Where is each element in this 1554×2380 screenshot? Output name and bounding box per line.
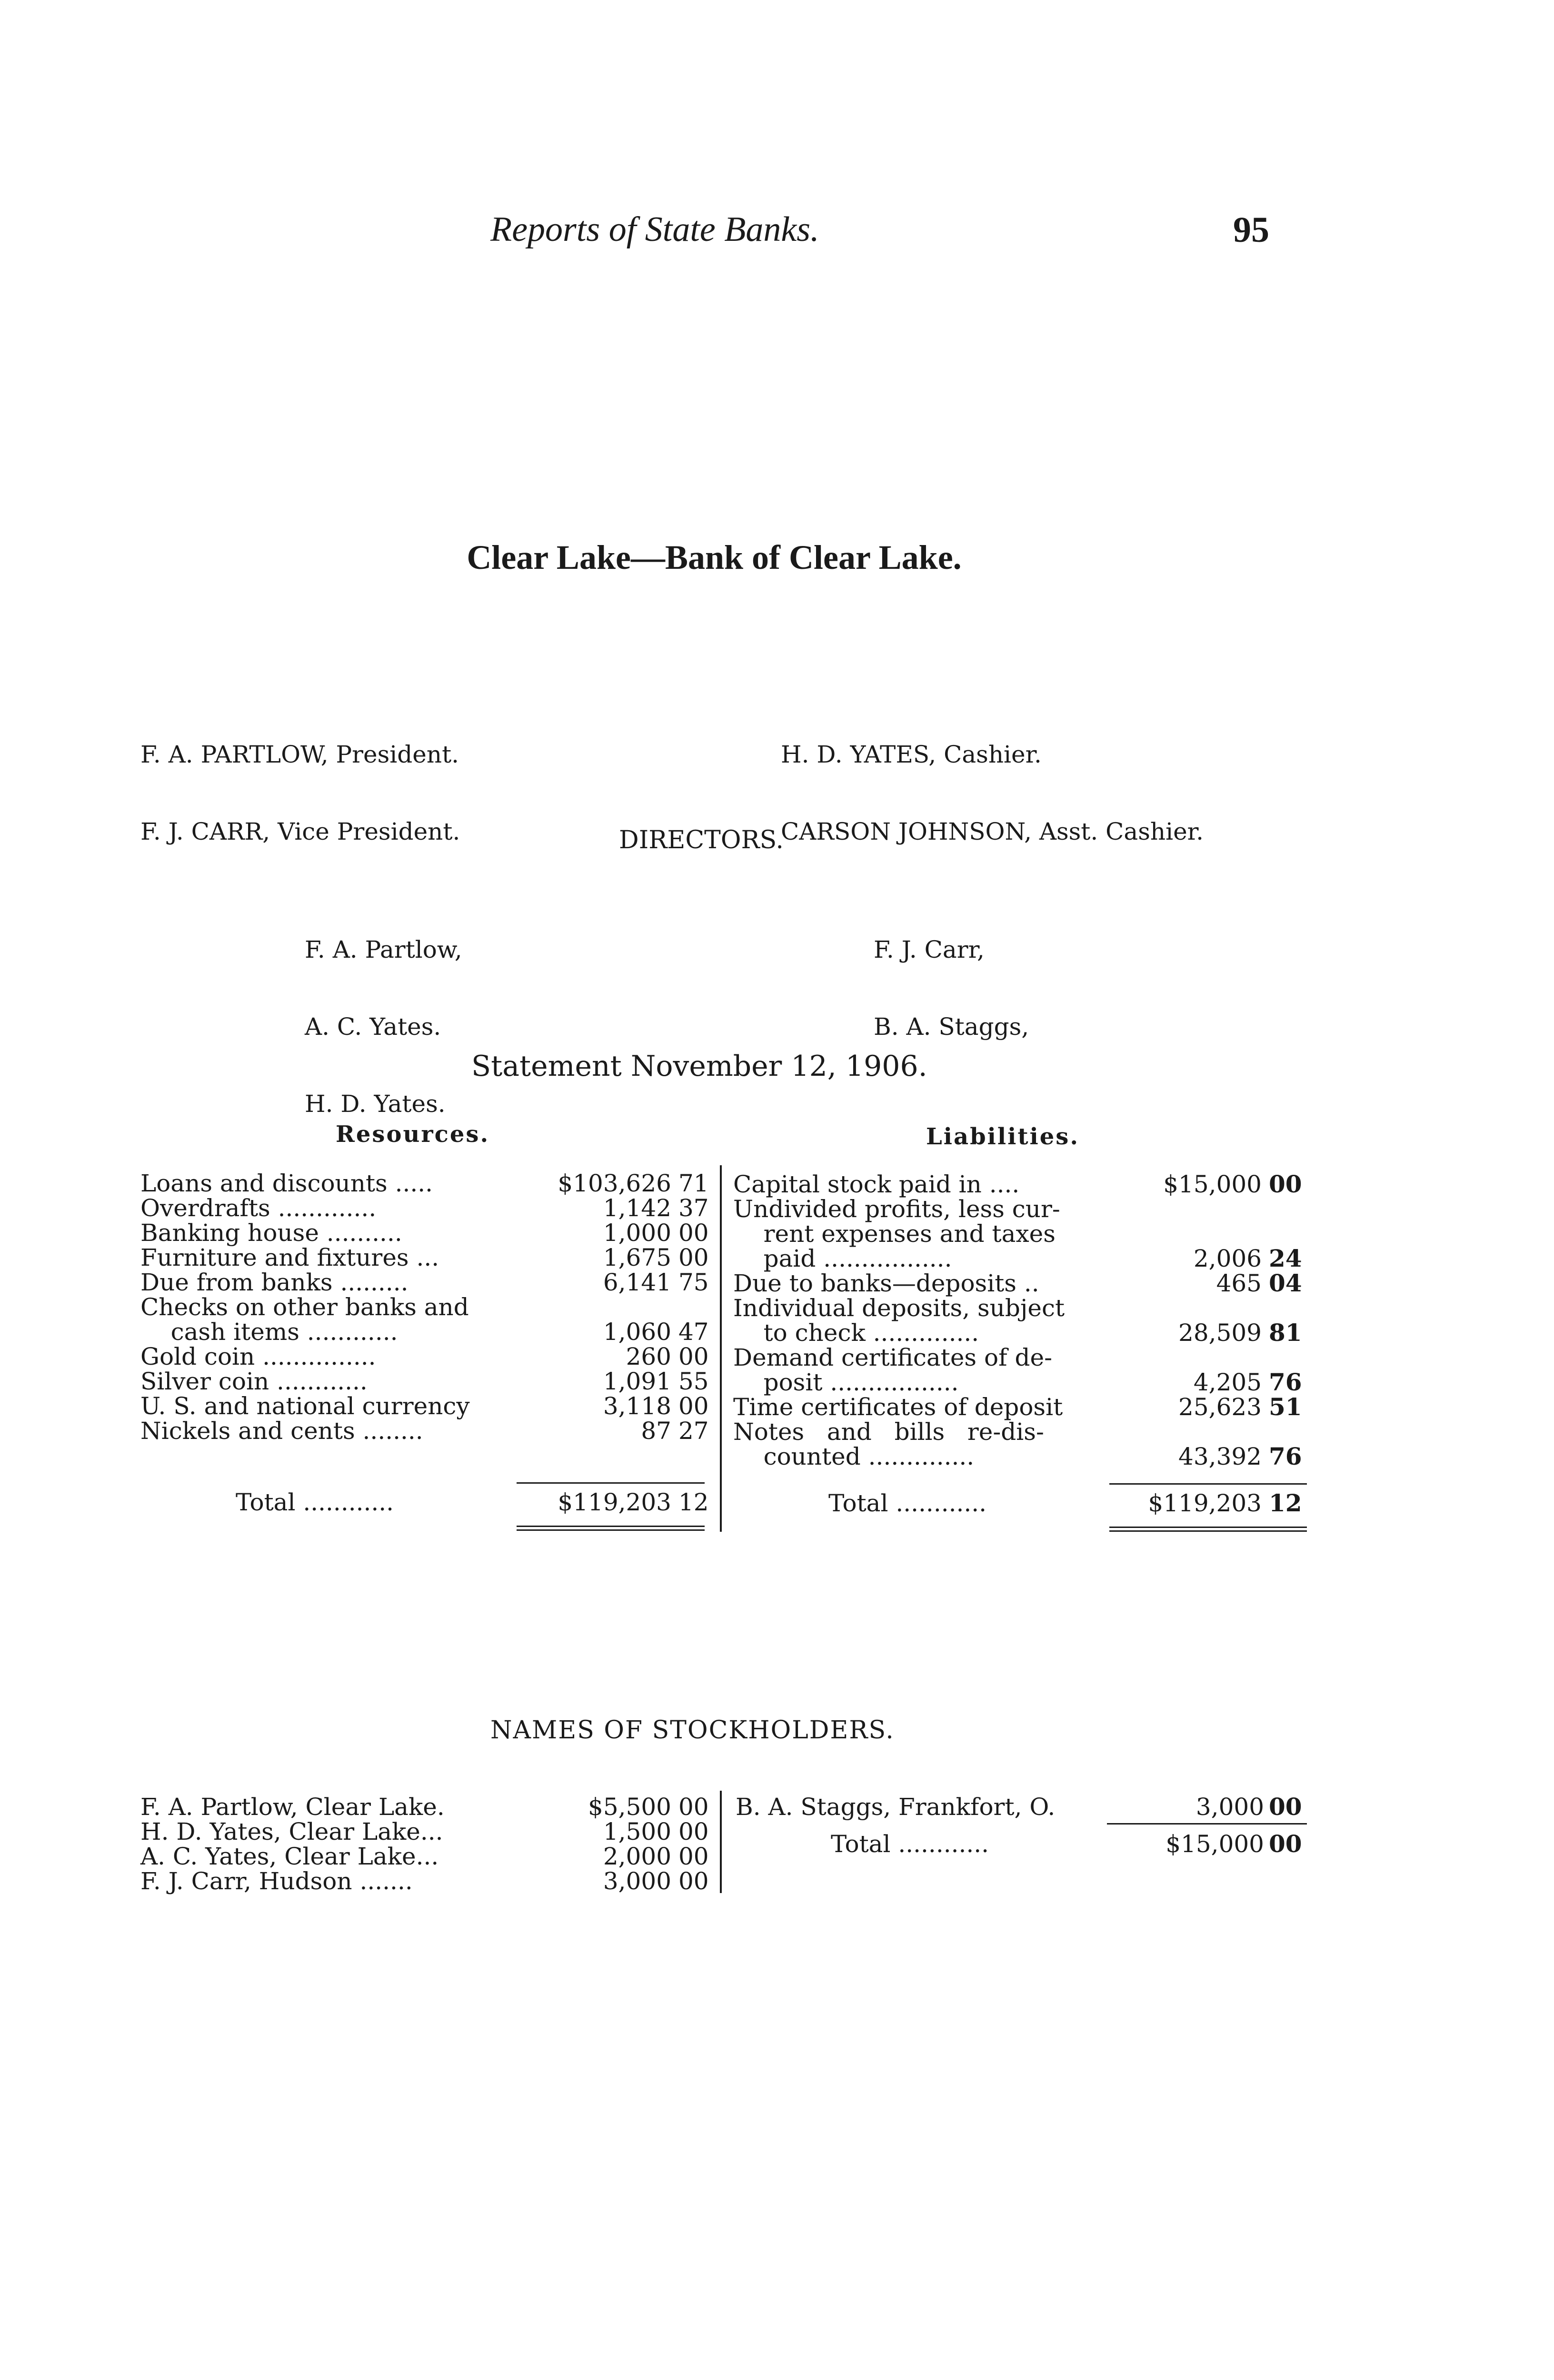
table-row <box>733 1345 1309 1370</box>
table-row <box>733 1197 1309 1221</box>
subtotal-rule <box>517 1482 705 1484</box>
row-label: Capital stock paid in .... <box>733 1170 1020 1198</box>
total-cents: 00 <box>1269 1830 1302 1858</box>
row-label: to check .............. <box>733 1319 979 1347</box>
table-row <box>140 1245 712 1270</box>
officer-vice-president: F. J. CARR, Vice President. <box>140 818 460 845</box>
table-row <box>733 1370 1309 1395</box>
table-row <box>733 1395 1309 1419</box>
total-amount: $15,000 <box>1166 1830 1264 1858</box>
total-label: Total ............ <box>828 1489 987 1517</box>
stockholders-heading: NAMES OF STOCKHOLDERS. <box>490 1716 895 1745</box>
row-amount: 6,141 <box>603 1269 671 1296</box>
table-row <box>733 1172 1309 1197</box>
table-row <box>140 1171 712 1196</box>
row-cents: 00 <box>678 1219 709 1247</box>
table-row <box>140 1795 712 1819</box>
table-row <box>733 1419 1309 1444</box>
row-cents: 71 <box>678 1170 709 1197</box>
row-cents: 76 <box>1269 1442 1302 1470</box>
table-row <box>140 1844 712 1869</box>
row-amount: 87 <box>641 1417 671 1445</box>
row-cents: 75 <box>678 1269 709 1296</box>
row-label: Due to banks—deposits .. <box>733 1269 1039 1297</box>
row-label: Individual deposits, subject <box>733 1294 1065 1322</box>
stockholders-left <box>140 1795 712 1918</box>
row-label: paid ................. <box>733 1245 952 1272</box>
row-label: Gold coin ............... <box>140 1343 376 1370</box>
row-label: U. S. and national currency <box>140 1392 470 1420</box>
director-item: A. C. Yates. <box>305 1013 441 1041</box>
row-amount: 3,118 <box>603 1392 671 1420</box>
row-label: Due from banks ......... <box>140 1269 408 1296</box>
table-row <box>733 1221 1309 1246</box>
row-label: A. C. Yates, Clear Lake... <box>140 1843 439 1870</box>
stockholders-divider <box>720 1791 722 1893</box>
row-label: Demand certificates of de- <box>733 1344 1052 1371</box>
total-row <box>736 1832 1312 1856</box>
row-label: rent expenses and taxes <box>733 1220 1056 1248</box>
row-label: F. A. Partlow, Clear Lake. <box>140 1793 445 1821</box>
row-cents: 00 <box>678 1244 709 1271</box>
row-label: cash items ............ <box>140 1318 398 1346</box>
table-row <box>736 1795 1312 1819</box>
row-label: Undivided profits, less cur- <box>733 1195 1060 1223</box>
directors-left <box>305 885 462 1142</box>
director-item: F. A. Partlow, <box>305 936 462 963</box>
row-amount: 25,623 <box>1178 1393 1262 1421</box>
officers-right <box>781 690 1204 870</box>
row-cents: 00 <box>678 1392 709 1420</box>
row-cents: 00 <box>678 1343 709 1370</box>
row-cents: 37 <box>678 1194 709 1222</box>
page-number: 95 <box>1233 210 1269 250</box>
table-row <box>733 1246 1309 1271</box>
row-label: Notes and bills re-dis- <box>733 1418 1044 1446</box>
directors-right <box>874 885 1029 1065</box>
director-item: H. D. Yates. <box>305 1090 446 1118</box>
stockholders-right <box>736 1795 1312 1871</box>
row-amount: 465 <box>1216 1269 1262 1297</box>
row-cents: 00 <box>1269 1170 1302 1198</box>
row-label: Furniture and fixtures ... <box>140 1244 439 1271</box>
row-label: Loans and discounts ..... <box>140 1170 433 1197</box>
row-label: H. D. Yates, Clear Lake... <box>140 1818 443 1845</box>
row-cents: 55 <box>678 1368 709 1395</box>
director-item: B. A. Staggs, <box>874 1013 1029 1041</box>
officer-president: F. A. PARTLOW, President. <box>140 741 459 768</box>
total-row <box>140 1490 712 1515</box>
row-amount: $5,500 <box>588 1793 671 1821</box>
total-cents: 12 <box>1269 1489 1302 1517</box>
row-amount: 2,000 <box>603 1843 671 1870</box>
row-cents: 24 <box>1269 1244 1302 1272</box>
statement-divider <box>720 1165 722 1532</box>
table-row <box>140 1869 712 1894</box>
row-cents: 00 <box>1269 1793 1302 1821</box>
row-cents: 04 <box>1269 1269 1302 1297</box>
row-label: F. J. Carr, Hudson ....... <box>140 1867 413 1895</box>
double-rule <box>517 1526 705 1531</box>
total-label: Total ............ <box>236 1488 394 1516</box>
row-cents: 27 <box>678 1417 709 1445</box>
row-cents: 76 <box>1269 1368 1302 1396</box>
total-amount: $119,203 <box>558 1488 671 1516</box>
row-amount: 43,392 <box>1178 1443 1262 1470</box>
row-label: Silver coin ............ <box>140 1368 368 1395</box>
table-row <box>733 1271 1309 1296</box>
row-amount: 1,000 <box>603 1219 671 1247</box>
row-cents: 51 <box>1269 1393 1302 1421</box>
total-label: Total ............ <box>831 1830 989 1858</box>
row-amount: $103,626 <box>558 1170 671 1197</box>
table-row <box>140 1344 712 1369</box>
directors-heading: DIRECTORS. <box>619 826 784 854</box>
table-row <box>140 1270 712 1295</box>
row-amount: 4,205 <box>1193 1368 1262 1396</box>
officer-cashier: H. D. YATES, Cashier. <box>781 741 1042 768</box>
table-row <box>140 1220 712 1245</box>
resources-heading: Resources. <box>336 1121 490 1148</box>
bank-title: Clear Lake—Bank of Clear Lake. <box>467 538 962 576</box>
table-row <box>140 1369 712 1394</box>
row-cents: 00 <box>678 1867 709 1895</box>
double-rule <box>1109 1527 1307 1532</box>
row-amount: 1,675 <box>603 1244 671 1271</box>
row-cents: 00 <box>678 1818 709 1845</box>
row-cents: 81 <box>1269 1319 1302 1347</box>
row-label: Overdrafts ............. <box>140 1194 377 1222</box>
row-cents: 47 <box>678 1318 709 1346</box>
row-label: Time certificates of deposit <box>733 1393 1063 1421</box>
subtotal-rule <box>1109 1483 1307 1485</box>
table-row <box>733 1320 1309 1345</box>
table-row <box>140 1394 712 1418</box>
row-label: Checks on other banks and <box>140 1293 469 1321</box>
director-item: F. J. Carr, <box>874 936 985 963</box>
liabilities-table <box>733 1172 1309 1553</box>
row-amount: 1,142 <box>603 1194 671 1222</box>
statement-date: Statement November 12, 1906. <box>471 1050 927 1083</box>
liabilities-heading: Liabilities. <box>926 1123 1080 1150</box>
row-label: counted .............. <box>733 1443 975 1470</box>
table-row <box>140 1418 712 1443</box>
table-row <box>140 1819 712 1844</box>
total-amount: $119,203 <box>1148 1489 1262 1517</box>
row-amount: 1,060 <box>603 1318 671 1346</box>
row-amount: 1,500 <box>603 1818 671 1845</box>
row-amount: 260 <box>626 1343 671 1370</box>
row-amount: 1,091 <box>603 1368 671 1395</box>
total-row <box>733 1491 1309 1516</box>
row-amount: 3,000 <box>1195 1793 1264 1821</box>
row-amount: 2,006 <box>1193 1245 1262 1272</box>
officers-left <box>140 690 460 870</box>
row-amount: $15,000 <box>1163 1170 1262 1198</box>
row-label: posit ................. <box>733 1368 959 1396</box>
row-label: B. A. Staggs, Frankfort, O. <box>736 1793 1056 1821</box>
row-amount: 3,000 <box>603 1867 671 1895</box>
row-label: Nickels and cents ........ <box>140 1417 423 1445</box>
resources-table <box>140 1171 712 1552</box>
table-row <box>140 1196 712 1220</box>
subtotal-rule <box>1107 1823 1307 1825</box>
table-row <box>140 1319 712 1344</box>
row-label: Banking house .......... <box>140 1219 402 1247</box>
table-row <box>140 1295 712 1319</box>
row-amount: 28,509 <box>1178 1319 1262 1347</box>
table-row <box>733 1296 1309 1320</box>
running-header: Reports of State Banks. <box>490 210 819 249</box>
table-row <box>733 1444 1309 1469</box>
officer-asst-cashier: CARSON JOHNSON, Asst. Cashier. <box>781 818 1204 845</box>
total-cents: 12 <box>678 1488 709 1516</box>
row-cents: 00 <box>678 1793 709 1821</box>
row-cents: 00 <box>678 1843 709 1870</box>
